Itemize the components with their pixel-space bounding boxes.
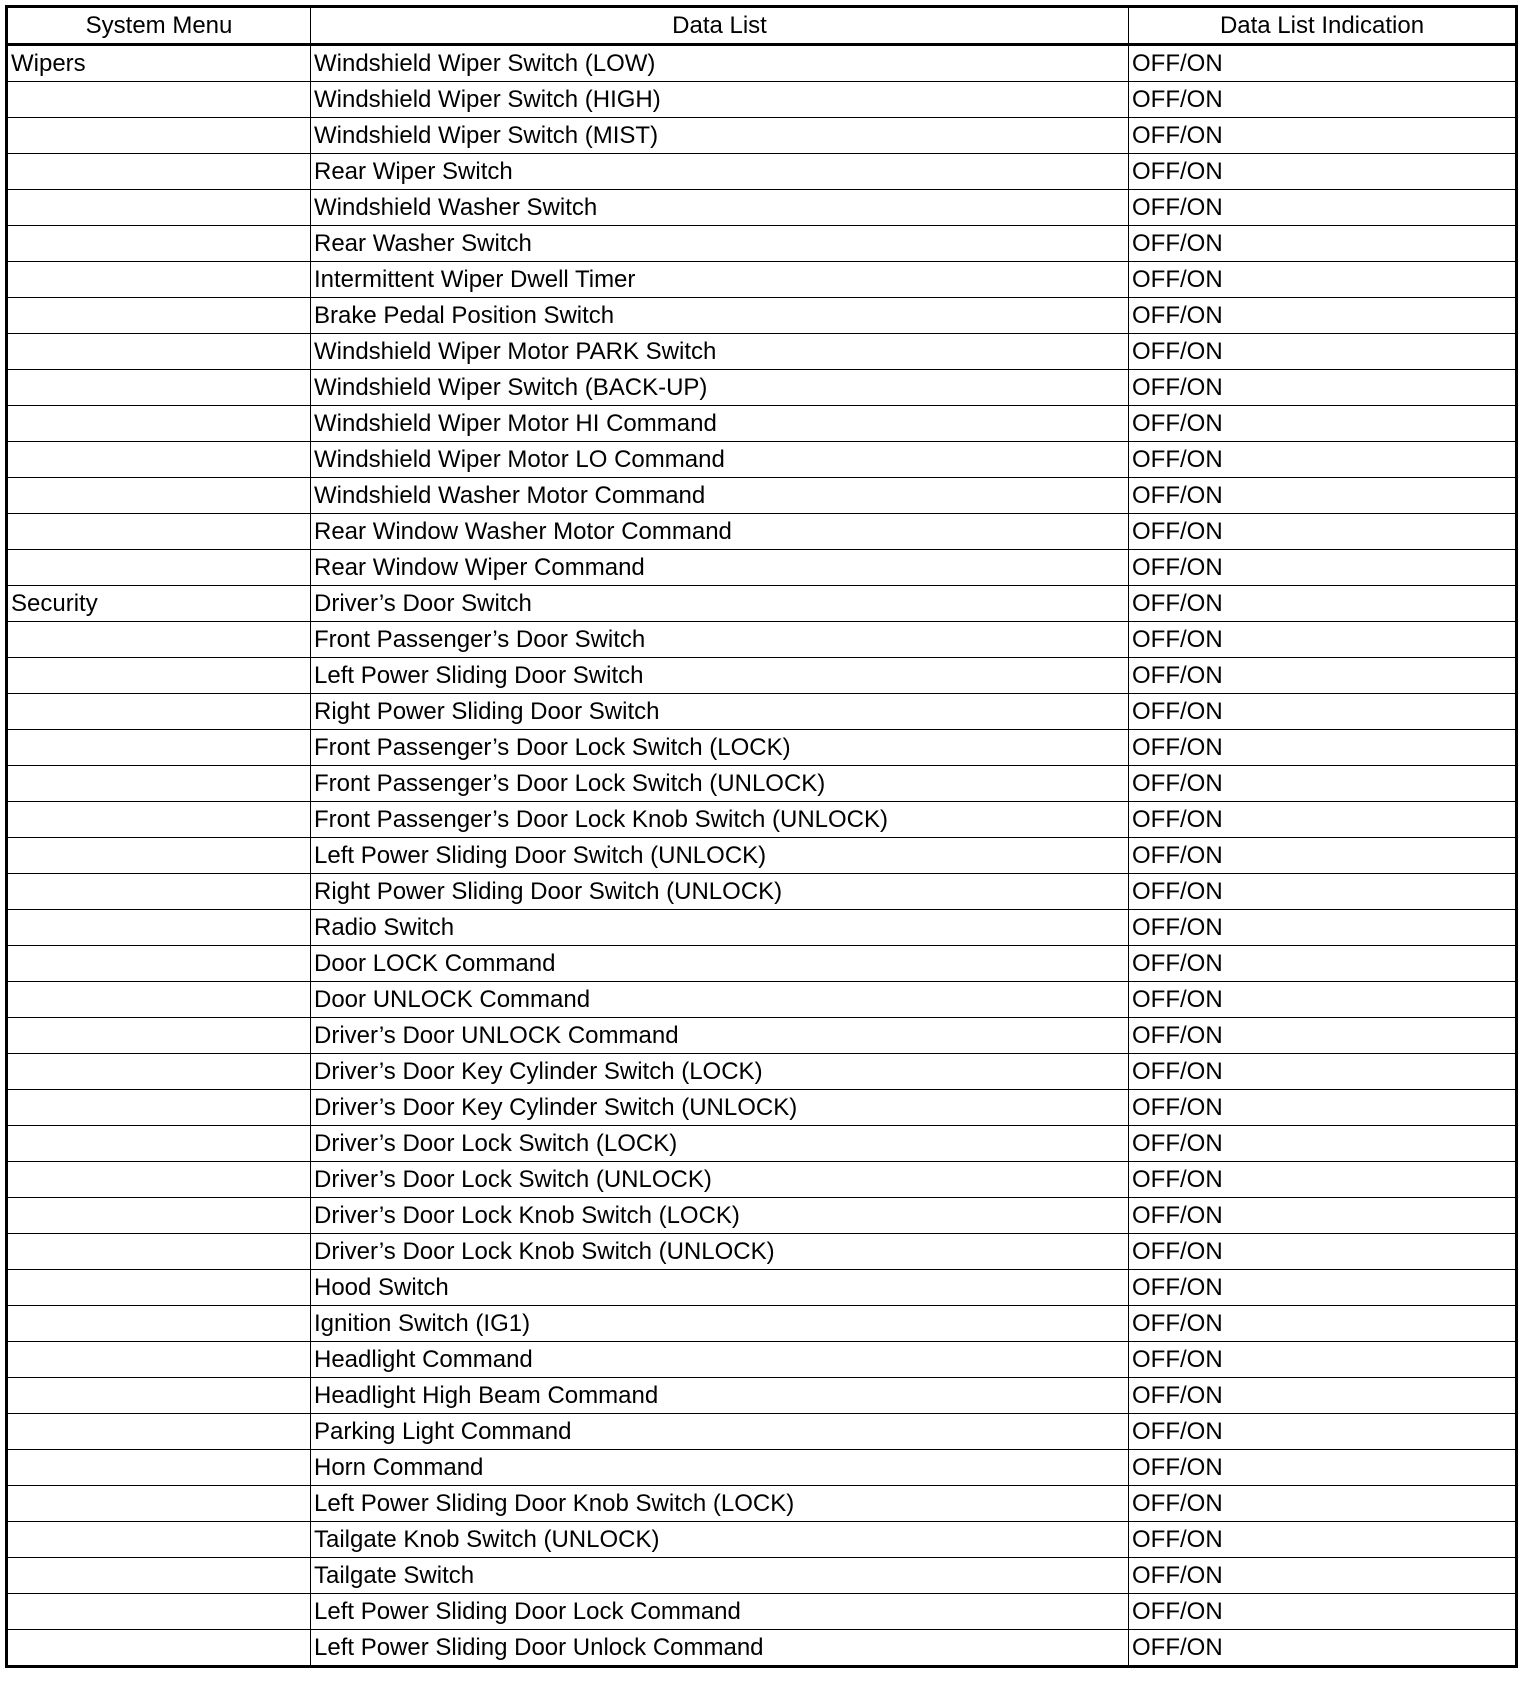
header-system-menu: System Menu: [7, 7, 311, 45]
system-menu-cell: [7, 334, 311, 370]
system-menu-cell: [7, 1522, 311, 1558]
table-row: [7, 82, 1517, 118]
system-menu-cell: [7, 478, 311, 514]
data-list-cell: Rear Wiper Switch: [311, 154, 1129, 190]
table-row: [7, 550, 1517, 586]
indication-cell: OFF/ON: [1129, 1162, 1517, 1198]
header-row: [7, 7, 1517, 45]
data-list-cell: Ignition Switch (IG1): [311, 1306, 1129, 1342]
table-row: [7, 1630, 1517, 1667]
table-row: [7, 1054, 1517, 1090]
indication-cell: OFF/ON: [1129, 1414, 1517, 1450]
system-menu-cell: [7, 1594, 311, 1630]
system-menu-cell: [7, 154, 311, 190]
system-menu-cell: Wipers: [7, 45, 311, 82]
system-menu-cell: [7, 118, 311, 154]
indication-cell: OFF/ON: [1129, 442, 1517, 478]
system-menu-cell: [7, 838, 311, 874]
indication-cell: OFF/ON: [1129, 298, 1517, 334]
data-list-cell: Left Power Sliding Door Unlock Command: [311, 1630, 1129, 1667]
data-list-cell: Right Power Sliding Door Switch (UNLOCK): [311, 874, 1129, 910]
data-list-cell: Rear Washer Switch: [311, 226, 1129, 262]
system-menu-cell: [7, 946, 311, 982]
table-row: [7, 622, 1517, 658]
system-menu-cell: [7, 658, 311, 694]
header-data-list: Data List: [311, 7, 1129, 45]
table-row: [7, 1234, 1517, 1270]
indication-cell: OFF/ON: [1129, 1054, 1517, 1090]
indication-cell: OFF/ON: [1129, 118, 1517, 154]
data-list-cell: Windshield Wiper Motor HI Command: [311, 406, 1129, 442]
system-menu-cell: [7, 262, 311, 298]
table-row: [7, 1342, 1517, 1378]
table-row: [7, 694, 1517, 730]
system-menu-cell: [7, 298, 311, 334]
system-menu-cell: [7, 550, 311, 586]
table-body: [7, 45, 1517, 1667]
table-row: [7, 1414, 1517, 1450]
system-menu-cell: [7, 190, 311, 226]
indication-cell: OFF/ON: [1129, 1306, 1517, 1342]
system-menu-cell: [7, 1450, 311, 1486]
system-menu-cell: [7, 1090, 311, 1126]
indication-cell: OFF/ON: [1129, 550, 1517, 586]
indication-cell: OFF/ON: [1129, 514, 1517, 550]
data-list-cell: Driver’s Door Key Cylinder Switch (LOCK): [311, 1054, 1129, 1090]
data-list-cell: Left Power Sliding Door Switch: [311, 658, 1129, 694]
system-menu-cell: [7, 1630, 311, 1667]
indication-cell: OFF/ON: [1129, 910, 1517, 946]
table-row: [7, 190, 1517, 226]
data-list-cell: Rear Window Washer Motor Command: [311, 514, 1129, 550]
table-row: [7, 838, 1517, 874]
data-list-cell: Radio Switch: [311, 910, 1129, 946]
table-row: [7, 154, 1517, 190]
table-row: [7, 874, 1517, 910]
table-row: [7, 766, 1517, 802]
data-list-cell: Tailgate Knob Switch (UNLOCK): [311, 1522, 1129, 1558]
table-row: [7, 1558, 1517, 1594]
data-list-cell: Windshield Wiper Motor PARK Switch: [311, 334, 1129, 370]
table-row: [7, 586, 1517, 622]
indication-cell: OFF/ON: [1129, 982, 1517, 1018]
indication-cell: OFF/ON: [1129, 1270, 1517, 1306]
table-row: [7, 1162, 1517, 1198]
indication-cell: OFF/ON: [1129, 226, 1517, 262]
system-menu-cell: [7, 1306, 311, 1342]
data-list-cell: Windshield Wiper Switch (LOW): [311, 45, 1129, 82]
table-row: [7, 45, 1517, 82]
indication-cell: OFF/ON: [1129, 946, 1517, 982]
indication-cell: OFF/ON: [1129, 694, 1517, 730]
indication-cell: OFF/ON: [1129, 1090, 1517, 1126]
table-row: [7, 1522, 1517, 1558]
system-menu-cell: [7, 442, 311, 478]
indication-cell: OFF/ON: [1129, 658, 1517, 694]
data-list-cell: Front Passenger’s Door Lock Switch (UNLOCK): [311, 766, 1129, 802]
data-list-cell: Windshield Wiper Switch (HIGH): [311, 82, 1129, 118]
indication-cell: OFF/ON: [1129, 586, 1517, 622]
indication-cell: OFF/ON: [1129, 1486, 1517, 1522]
table-row: [7, 406, 1517, 442]
table-row: [7, 730, 1517, 766]
indication-cell: OFF/ON: [1129, 1378, 1517, 1414]
data-list-cell: Driver’s Door Switch: [311, 586, 1129, 622]
table-row: [7, 946, 1517, 982]
data-list-cell: Windshield Wiper Motor LO Command: [311, 442, 1129, 478]
data-list-cell: Driver’s Door Lock Switch (UNLOCK): [311, 1162, 1129, 1198]
table-row: [7, 514, 1517, 550]
data-list-cell: Driver’s Door Lock Knob Switch (LOCK): [311, 1198, 1129, 1234]
table-row: [7, 1594, 1517, 1630]
system-menu-cell: [7, 802, 311, 838]
table-row: [7, 262, 1517, 298]
data-list-cell: Windshield Washer Switch: [311, 190, 1129, 226]
indication-cell: OFF/ON: [1129, 334, 1517, 370]
indication-cell: OFF/ON: [1129, 1594, 1517, 1630]
data-list-cell: Headlight Command: [311, 1342, 1129, 1378]
indication-cell: OFF/ON: [1129, 154, 1517, 190]
indication-cell: OFF/ON: [1129, 1198, 1517, 1234]
table-row: [7, 334, 1517, 370]
table-row: [7, 1090, 1517, 1126]
indication-cell: OFF/ON: [1129, 766, 1517, 802]
system-menu-cell: [7, 1198, 311, 1234]
system-menu-cell: [7, 1558, 311, 1594]
indication-cell: OFF/ON: [1129, 1126, 1517, 1162]
data-list-cell: Tailgate Switch: [311, 1558, 1129, 1594]
system-menu-cell: [7, 1270, 311, 1306]
data-list-cell: Front Passenger’s Door Switch: [311, 622, 1129, 658]
table-row: [7, 982, 1517, 1018]
data-list-cell: Door LOCK Command: [311, 946, 1129, 982]
table-row: [7, 1198, 1517, 1234]
header-data-list-indication: Data List Indication: [1129, 7, 1517, 45]
data-list-cell: Left Power Sliding Door Lock Command: [311, 1594, 1129, 1630]
system-menu-cell: [7, 1054, 311, 1090]
indication-cell: OFF/ON: [1129, 1558, 1517, 1594]
data-list-cell: Brake Pedal Position Switch: [311, 298, 1129, 334]
indication-cell: OFF/ON: [1129, 406, 1517, 442]
data-list-cell: Door UNLOCK Command: [311, 982, 1129, 1018]
system-menu-cell: [7, 1486, 311, 1522]
table-row: [7, 1270, 1517, 1306]
system-menu-cell: [7, 622, 311, 658]
data-list-cell: Driver’s Door Lock Knob Switch (UNLOCK): [311, 1234, 1129, 1270]
system-menu-cell: [7, 1018, 311, 1054]
indication-cell: OFF/ON: [1129, 1234, 1517, 1270]
table-row: [7, 298, 1517, 334]
indication-cell: OFF/ON: [1129, 802, 1517, 838]
indication-cell: OFF/ON: [1129, 262, 1517, 298]
table-row: [7, 118, 1517, 154]
indication-cell: OFF/ON: [1129, 1018, 1517, 1054]
indication-cell: OFF/ON: [1129, 838, 1517, 874]
data-list-cell: Driver’s Door Key Cylinder Switch (UNLOCK): [311, 1090, 1129, 1126]
indication-cell: OFF/ON: [1129, 45, 1517, 82]
data-list-table: [5, 5, 1518, 1668]
table-row: [7, 658, 1517, 694]
data-list-cell: Hood Switch: [311, 1270, 1129, 1306]
system-menu-cell: Security: [7, 586, 311, 622]
indication-cell: OFF/ON: [1129, 730, 1517, 766]
data-list-cell: Windshield Wiper Switch (BACK-UP): [311, 370, 1129, 406]
system-menu-cell: [7, 370, 311, 406]
data-list-cell: Intermittent Wiper Dwell Timer: [311, 262, 1129, 298]
system-menu-cell: [7, 406, 311, 442]
table-row: [7, 1018, 1517, 1054]
indication-cell: OFF/ON: [1129, 1630, 1517, 1667]
data-list-cell: Rear Window Wiper Command: [311, 550, 1129, 586]
table-header: [7, 7, 1517, 45]
data-list-cell: Windshield Wiper Switch (MIST): [311, 118, 1129, 154]
system-menu-cell: [7, 1378, 311, 1414]
table-row: [7, 226, 1517, 262]
table-row: [7, 1126, 1517, 1162]
indication-cell: OFF/ON: [1129, 478, 1517, 514]
system-menu-cell: [7, 910, 311, 946]
data-list-cell: Headlight High Beam Command: [311, 1378, 1129, 1414]
system-menu-cell: [7, 1234, 311, 1270]
data-list-cell: Parking Light Command: [311, 1414, 1129, 1450]
indication-cell: OFF/ON: [1129, 370, 1517, 406]
table-row: [7, 910, 1517, 946]
indication-cell: OFF/ON: [1129, 190, 1517, 226]
system-menu-cell: [7, 1126, 311, 1162]
data-list-document: [5, 5, 1515, 1668]
indication-cell: OFF/ON: [1129, 1450, 1517, 1486]
table-row: [7, 1306, 1517, 1342]
data-list-cell: Horn Command: [311, 1450, 1129, 1486]
system-menu-cell: [7, 1162, 311, 1198]
table-row: [7, 1450, 1517, 1486]
indication-cell: OFF/ON: [1129, 82, 1517, 118]
data-list-cell: Driver’s Door Lock Switch (LOCK): [311, 1126, 1129, 1162]
system-menu-cell: [7, 694, 311, 730]
system-menu-cell: [7, 82, 311, 118]
system-menu-cell: [7, 1414, 311, 1450]
indication-cell: OFF/ON: [1129, 874, 1517, 910]
table-row: [7, 1486, 1517, 1522]
table-row: [7, 1378, 1517, 1414]
system-menu-cell: [7, 766, 311, 802]
table-row: [7, 478, 1517, 514]
indication-cell: OFF/ON: [1129, 622, 1517, 658]
data-list-cell: Left Power Sliding Door Switch (UNLOCK): [311, 838, 1129, 874]
data-list-cell: Front Passenger’s Door Lock Switch (LOCK): [311, 730, 1129, 766]
indication-cell: OFF/ON: [1129, 1342, 1517, 1378]
data-list-cell: Windshield Washer Motor Command: [311, 478, 1129, 514]
table-row: [7, 370, 1517, 406]
system-menu-cell: [7, 982, 311, 1018]
data-list-cell: Driver’s Door UNLOCK Command: [311, 1018, 1129, 1054]
system-menu-cell: [7, 226, 311, 262]
data-list-cell: Left Power Sliding Door Knob Switch (LOCK): [311, 1486, 1129, 1522]
system-menu-cell: [7, 1342, 311, 1378]
data-list-cell: Right Power Sliding Door Switch: [311, 694, 1129, 730]
system-menu-cell: [7, 874, 311, 910]
data-list-cell: Front Passenger’s Door Lock Knob Switch (UNLOCK): [311, 802, 1129, 838]
system-menu-cell: [7, 730, 311, 766]
table-row: [7, 442, 1517, 478]
system-menu-cell: [7, 514, 311, 550]
indication-cell: OFF/ON: [1129, 1522, 1517, 1558]
table-row: [7, 802, 1517, 838]
